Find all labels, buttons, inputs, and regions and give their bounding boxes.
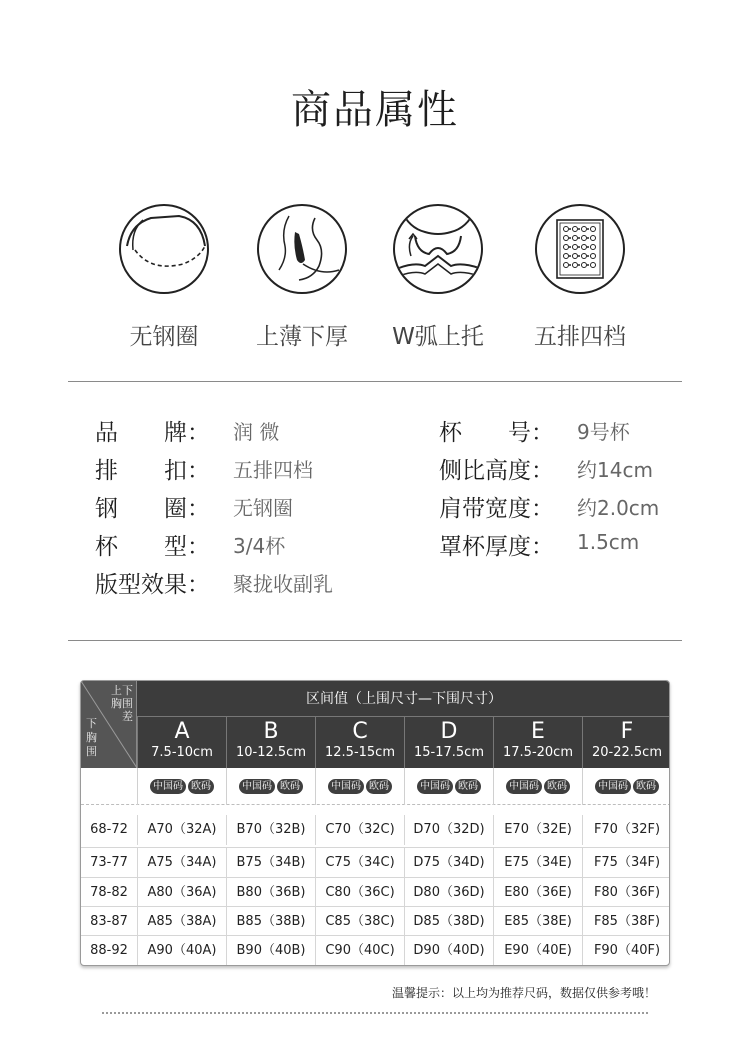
thin-top-thick-bottom-icon [257, 204, 347, 294]
cup-range: 15-17.5cm [414, 745, 484, 760]
size-system-cell [137, 768, 226, 805]
badge-eu: 欧码 [455, 779, 481, 794]
band-size: 78-82 [90, 885, 128, 900]
attr-value: 约14cm [577, 458, 653, 482]
table-row [81, 935, 670, 965]
cup-header [493, 717, 582, 768]
table-row [81, 815, 670, 845]
size-cell: B70（32B) [226, 815, 315, 845]
attr-value: 聚拢收副乳 [233, 572, 333, 596]
badge-eu: 欧码 [188, 779, 214, 794]
size-cell: C85（38C) [315, 907, 404, 937]
cup-range: 12.5-15cm [325, 745, 395, 760]
size-cell: A75（34A) [137, 848, 226, 878]
feature-five-row-four-hook [520, 204, 640, 351]
badge-cn: 中国码 [239, 779, 275, 794]
size-cell: E80（36E) [493, 878, 582, 908]
attr-value: 五排四档 [233, 458, 313, 482]
size-cell: D90（40D) [404, 936, 493, 966]
badge-cn: 中国码 [417, 779, 453, 794]
size-system-cell [493, 768, 582, 805]
size-cell: D70（32D) [404, 815, 493, 845]
cup-letter: C [352, 719, 368, 744]
cup-header [226, 717, 315, 768]
attr-key: 钢 圈： [95, 496, 210, 522]
attr-key: 品 牌： [95, 420, 210, 446]
attr-key: 版型效果： [95, 572, 210, 598]
footnote: 温馨提示：以上均为推荐尺码，数据仅供参考哦！ [391, 986, 656, 1000]
badge-corner [81, 768, 137, 805]
feature-label: 五排四档 [534, 324, 626, 350]
badge-cn: 中国码 [506, 779, 542, 794]
cup-range: 7.5-10cm [151, 745, 213, 760]
size-cell: C70（32C) [315, 815, 404, 845]
cup-letter: A [174, 719, 190, 744]
corner-label-diff: 上下胸围差 [111, 684, 133, 723]
size-cell: E75（34E) [493, 848, 582, 878]
cup-header [582, 717, 670, 768]
size-cell: C80（36C) [315, 878, 404, 908]
badge-cn: 中国码 [595, 779, 631, 794]
size-cell: D80（36D) [404, 878, 493, 908]
size-cell: C75（34C) [315, 848, 404, 878]
size-cell: E70（32E) [493, 815, 582, 845]
feature-thin-top-thick-bottom [242, 204, 362, 351]
attr-value: 无钢圈 [233, 496, 293, 520]
size-cell: F85（38F) [582, 907, 670, 937]
band-size: 88-92 [90, 943, 128, 958]
badge-cn: 中国码 [150, 779, 186, 794]
size-cell: E90（40E) [493, 936, 582, 966]
attr-value: 约2.0cm [577, 496, 660, 520]
feature-label: 上薄下厚 [256, 324, 348, 350]
w-arc-lift-icon [393, 204, 483, 294]
size-table [80, 680, 670, 966]
cup-header [315, 717, 404, 768]
size-system-cell [315, 768, 404, 805]
attr-key: 肩带宽度： [439, 496, 554, 522]
attr-value: 3/4杯 [233, 534, 286, 558]
attr-key: 排 扣： [95, 458, 210, 484]
attr-key: 杯 号： [439, 420, 554, 446]
cup-letter: E [531, 719, 545, 744]
size-cell: C90（40C) [315, 936, 404, 966]
badge-eu: 欧码 [366, 779, 392, 794]
badge-cn: 中国码 [328, 779, 364, 794]
table-corner [81, 681, 137, 768]
attr-value: 9号杯 [577, 420, 630, 444]
badge-eu: 欧码 [544, 779, 570, 794]
cup-range: 17.5-20cm [503, 745, 573, 760]
size-cell: A80（36A) [137, 878, 226, 908]
feature-label: W弧上托 [392, 324, 484, 350]
size-cell: B80（36B) [226, 878, 315, 908]
cup-range: 10-12.5cm [236, 745, 306, 760]
feature-no-underwire [104, 204, 224, 351]
attr-key: 杯 型： [95, 534, 210, 560]
range-title: 区间值（上围尺寸—下围尺寸） [137, 681, 670, 717]
band-size: 83-87 [90, 914, 128, 929]
table-row [81, 906, 670, 936]
cup-range: 20-22.5cm [592, 745, 662, 760]
cup-header [404, 717, 493, 768]
size-cell: E85（38E) [493, 907, 582, 937]
divider [68, 381, 682, 382]
size-system-cell [226, 768, 315, 805]
divider [68, 640, 682, 641]
attr-key: 罩杯厚度： [439, 534, 554, 560]
size-cell: D85（38D) [404, 907, 493, 937]
five-row-four-hook-icon [535, 204, 625, 294]
size-cell: F80（36F) [582, 878, 670, 908]
size-cell: F90（40F) [582, 936, 670, 966]
dotted-divider [102, 1012, 648, 1014]
feature-label: 无钢圈 [129, 324, 199, 350]
size-cell: B90（40B) [226, 936, 315, 966]
table-row [81, 877, 670, 907]
attr-value: 润 微 [233, 420, 280, 444]
feature-w-arc-lift [378, 204, 498, 351]
table-row [81, 847, 670, 877]
size-system-cell [404, 768, 493, 805]
size-cell: B75（34B) [226, 848, 315, 878]
underwire-free-cup-icon [119, 204, 209, 294]
cup-header [137, 717, 226, 768]
size-cell: F75（34F) [582, 848, 670, 878]
cup-letter: F [620, 719, 634, 744]
size-cell: F70（32F) [582, 815, 670, 845]
page-title: 商品属性 [291, 87, 459, 133]
size-system-cell [582, 768, 670, 805]
size-cell: A90（40A) [137, 936, 226, 966]
size-system-row [81, 768, 670, 805]
band-size: 73-77 [90, 855, 128, 870]
badge-eu: 欧码 [277, 779, 303, 794]
band-size: 68-72 [90, 822, 128, 837]
cup-letter: D [440, 719, 458, 744]
corner-label-band: 下胸围 [86, 717, 97, 758]
attr-key: 侧比高度： [439, 458, 554, 484]
badge-eu: 欧码 [633, 779, 659, 794]
cup-letter: B [263, 719, 279, 744]
size-cell: A85（38A) [137, 907, 226, 937]
size-table-header [81, 681, 670, 768]
size-cell: B85（38B) [226, 907, 315, 937]
size-cell: D75（34D) [404, 848, 493, 878]
attr-value: 1.5cm [577, 530, 640, 554]
size-cell: A70（32A) [137, 815, 226, 845]
